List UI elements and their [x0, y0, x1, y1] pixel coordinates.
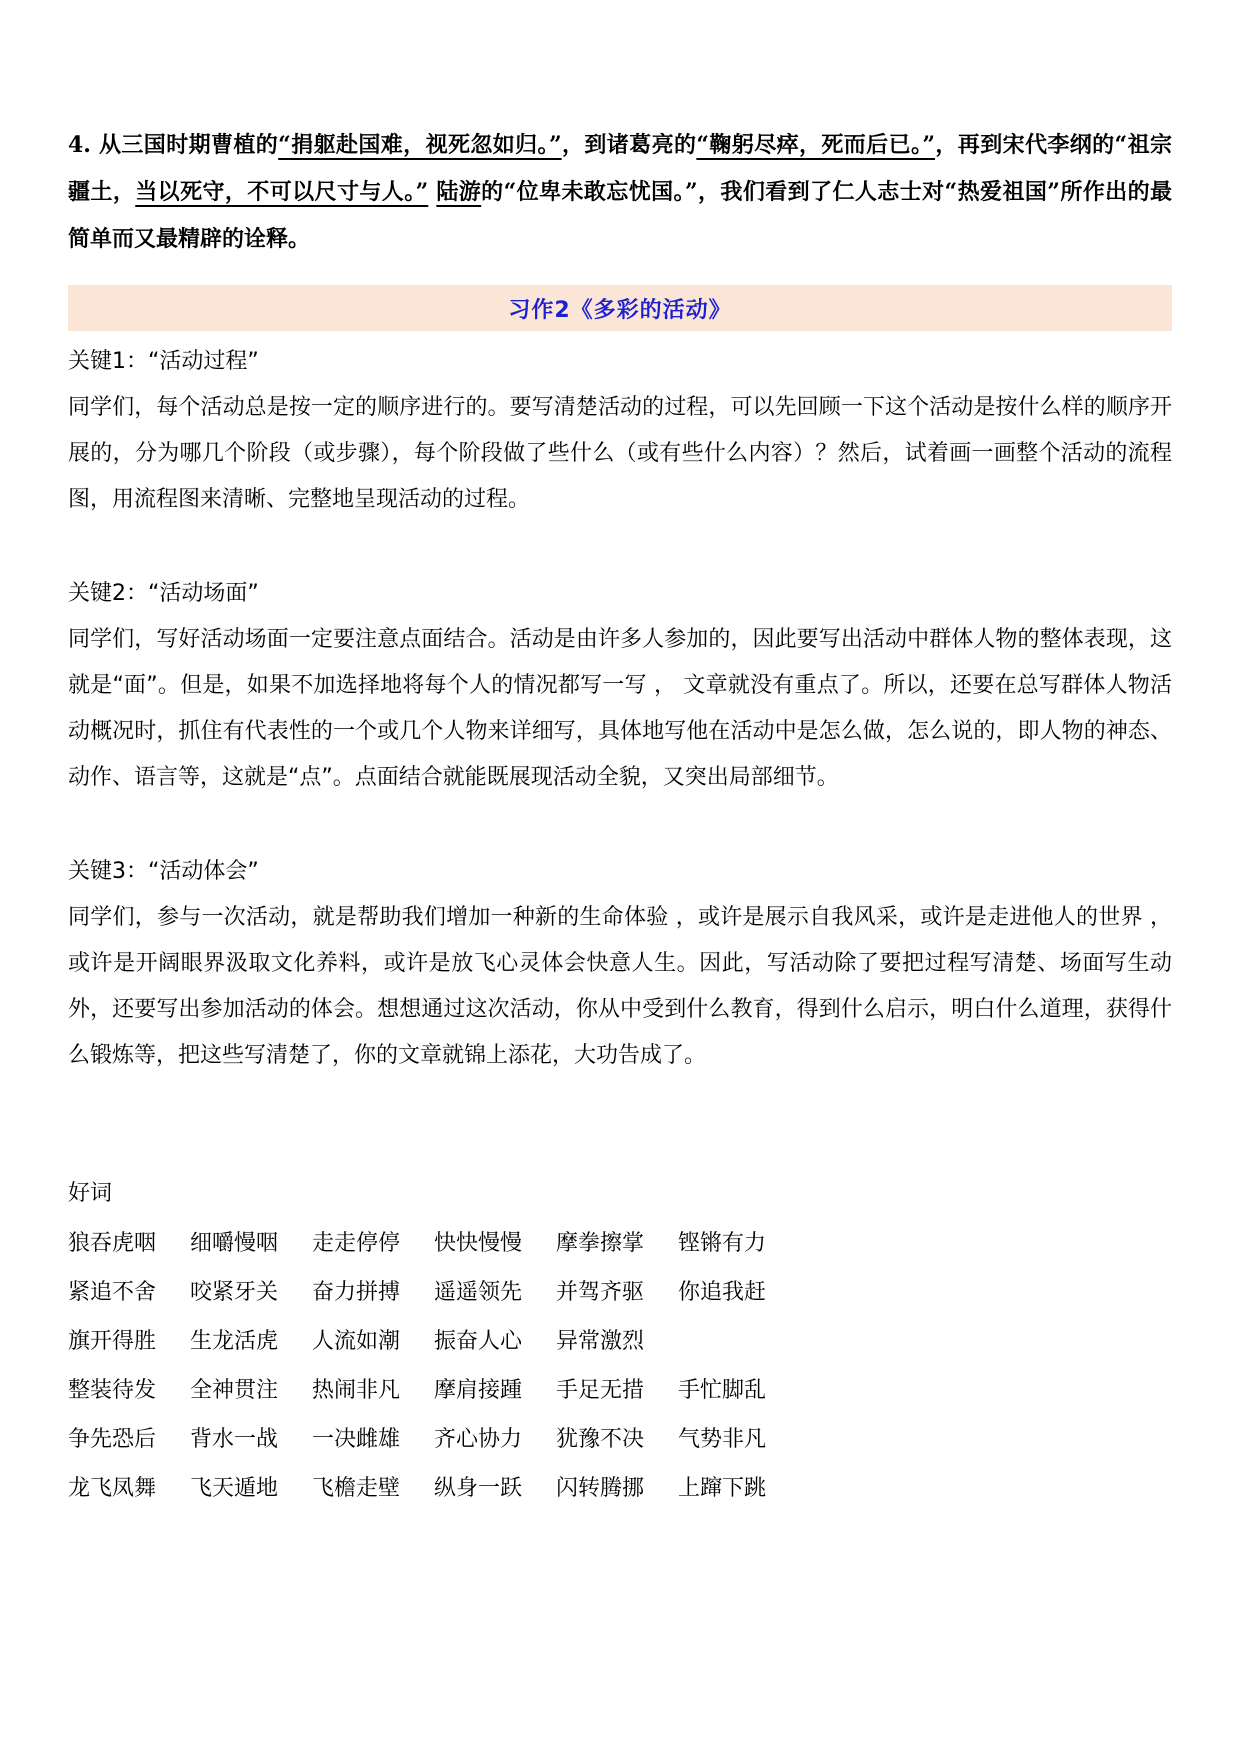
good-word: 异常激烈 [556, 1329, 645, 1354]
word-row [68, 1268, 1172, 1317]
intro-text: 4. 从三国时期曹植的 [68, 132, 279, 158]
section-body: 同学们，每个活动总是按一定的顺序进行的。要写清楚活动的过程，可以先回顾一下这个活动是按什么样的顺序开展的，分为哪几个阶段（或步骤），每个阶段做了些什么（或有些什么内容）？然后，试着画一画整个活动的流程图，用流程图来清晰、完整地呈现活动的过程。 [68, 395, 1172, 512]
underlined-quote: 当以死守，不可以尺寸与人。” [135, 179, 429, 205]
section-heading: 关键3：“活动体会” [68, 859, 259, 884]
good-word: 细嚼慢咽 [190, 1231, 279, 1256]
good-word: 争先恐后 [68, 1427, 157, 1452]
good-word: 摩肩接踵 [434, 1378, 523, 1403]
good-word: 上蹿下跳 [678, 1476, 767, 1501]
section-activity-reflection [68, 849, 1172, 1079]
good-word: 铿锵有力 [678, 1231, 767, 1256]
good-word: 全神贯注 [190, 1378, 279, 1403]
good-word: 齐心协力 [434, 1427, 523, 1452]
good-word: 手足无措 [556, 1378, 645, 1403]
intro-text: ，到诸葛亮的 [561, 132, 697, 158]
good-word: 一决雌雄 [312, 1427, 401, 1452]
word-row [68, 1464, 1172, 1513]
intro-paragraph [68, 122, 1172, 263]
good-word: 犹豫不决 [556, 1427, 645, 1452]
section-heading: 关键1：“活动过程” [68, 349, 259, 374]
good-word: 紧追不舍 [68, 1280, 157, 1305]
good-word: 人流如潮 [312, 1329, 401, 1354]
word-row [68, 1415, 1172, 1464]
good-word: 旗开得胜 [68, 1329, 157, 1354]
section-activity-process [68, 339, 1172, 523]
good-word: 奋力拼搏 [312, 1280, 401, 1305]
word-row [68, 1317, 1172, 1366]
good-words-grid [68, 1219, 1172, 1513]
section-heading: 关键2：“活动场面” [68, 581, 259, 606]
good-word: 纵身一跃 [434, 1476, 523, 1501]
good-word: 摩拳擦掌 [556, 1231, 645, 1256]
good-word: 遥遥领先 [434, 1280, 523, 1305]
good-word: 你追我赶 [678, 1280, 767, 1305]
good-word: 生龙活虎 [190, 1329, 279, 1354]
good-word: 手忙脚乱 [678, 1378, 767, 1403]
underlined-quote: “捐躯赴国难，视死忽如归。” [278, 132, 562, 158]
section-banner [68, 285, 1172, 331]
underlined-quote: 陆游 [436, 179, 482, 205]
intro-text: ，再到宋代李纲的“祖宗疆土， [68, 132, 1172, 205]
good-words-section [68, 1171, 1172, 1513]
good-word: 咬紧牙关 [190, 1280, 279, 1305]
good-word: 背水一战 [190, 1427, 279, 1452]
good-word: 整装待发 [68, 1378, 157, 1403]
good-word: 气势非凡 [678, 1427, 767, 1452]
good-word: 并驾齐驱 [556, 1280, 645, 1305]
section-body: 同学们，写好活动场面一定要注意点面结合。活动是由许多人参加的，因此要写出活动中群体人物的整体表现，这就是“面”。但是，如果不加选择地将每个人的情况都写一写 ， 文章就没有重点了。所以，还要在总写群体人物活动概况时，抓住有代表性的一个或几个人物来详细写，具体地写他在活动中是怎么做，怎么说的，即人物的神态、动作、语言等，这就是“点”。点面结合就能既展现活动全貌，又突出局部细节。 [68, 627, 1172, 790]
good-word: 闪转腾挪 [556, 1476, 645, 1501]
intro-text: 的“位卑未敢忘忧国。”，我们看到了仁人志士对“热爱祖国”所作出的最简单而又最精辟的诠释。 [68, 179, 1172, 252]
word-row [68, 1219, 1172, 1268]
good-words-label: 好词 [68, 1181, 113, 1206]
good-word: 龙飞凤舞 [68, 1476, 157, 1501]
section-body: 同学们，参与一次活动，就是帮助我们增加一种新的生命体验 ，或许是展示自我风采，或许是走进他人的世界 ，或许是开阔眼界汲取文化养料，或许是放飞心灵体会快意人生。因此，写活动除了要把过程写清楚、场面写生动外，还要写出参加活动的体会。想想通过这次活动，你从中受到什么教育，得到什么启示，明白什么道理，获得什么锻炼等，把这些写清楚了，你的文章就锦上添花，大功告成了。 [68, 905, 1172, 1068]
good-word: 飞天遁地 [190, 1476, 279, 1501]
section-activity-scene [68, 571, 1172, 801]
word-row [68, 1366, 1172, 1415]
banner-title: 习作2《多彩的活动》 [508, 297, 732, 323]
good-word: 狼吞虎咽 [68, 1231, 157, 1256]
good-word: 热闹非凡 [312, 1378, 401, 1403]
underlined-quote: “鞠躬尽瘁，死而后已。” [696, 132, 936, 158]
good-word: 走走停停 [312, 1231, 401, 1256]
good-word: 快快慢慢 [434, 1231, 523, 1256]
good-word: 振奋人心 [434, 1329, 523, 1354]
good-word: 飞檐走壁 [312, 1476, 401, 1501]
